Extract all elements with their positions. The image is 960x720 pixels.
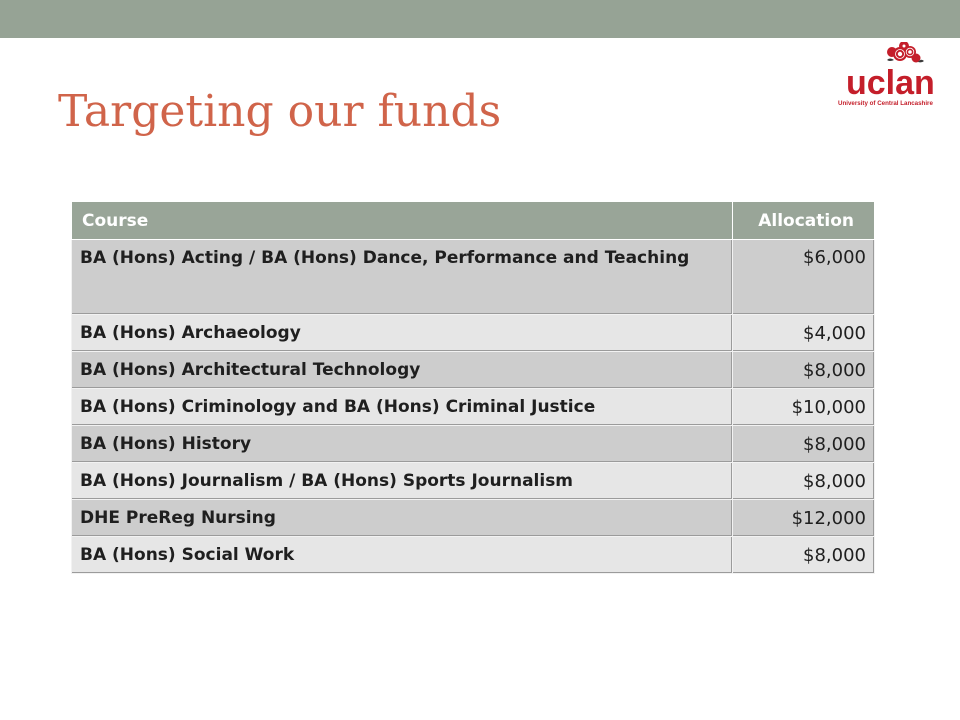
allocation-cell: $10,000 <box>733 389 875 426</box>
table-row <box>72 500 875 537</box>
university-logo <box>838 42 948 112</box>
top-accent-bar <box>0 0 960 38</box>
course-column-header: Course <box>72 202 733 240</box>
funding-table <box>71 201 875 574</box>
allocation-column-header: Allocation <box>733 202 875 240</box>
allocation-cell: $4,000 <box>733 315 875 352</box>
allocation-cell: $8,000 <box>733 463 875 500</box>
table-row <box>72 426 875 463</box>
table-row <box>72 389 875 426</box>
table-row <box>72 315 875 352</box>
table-row <box>72 537 875 574</box>
allocation-cell: $6,000 <box>733 240 875 315</box>
allocation-cell: $12,000 <box>733 500 875 537</box>
course-cell: BA (Hons) Criminology and BA (Hons) Criminal Justice <box>72 389 733 426</box>
course-cell: BA (Hons) Archaeology <box>72 315 733 352</box>
logo-wordmark: uclan <box>846 64 935 102</box>
table-row <box>72 240 875 315</box>
course-cell: BA (Hons) Journalism / BA (Hons) Sports Journalism <box>72 463 733 500</box>
table-header-row <box>72 202 875 240</box>
course-cell: DHE PreReg Nursing <box>72 500 733 537</box>
allocation-cell: $8,000 <box>733 426 875 463</box>
slide-title: Targeting our funds <box>58 86 502 137</box>
table-row <box>72 463 875 500</box>
logo-subtitle: University of Central Lancashire <box>838 100 933 107</box>
course-cell: BA (Hons) Social Work <box>72 537 733 574</box>
course-cell: BA (Hons) History <box>72 426 733 463</box>
course-cell: BA (Hons) Acting / BA (Hons) Dance, Performance and Teaching <box>72 240 733 315</box>
allocation-cell: $8,000 <box>733 537 875 574</box>
rose-icon <box>838 42 948 102</box>
table-row <box>72 352 875 389</box>
allocation-cell: $8,000 <box>733 352 875 389</box>
course-cell: BA (Hons) Architectural Technology <box>72 352 733 389</box>
